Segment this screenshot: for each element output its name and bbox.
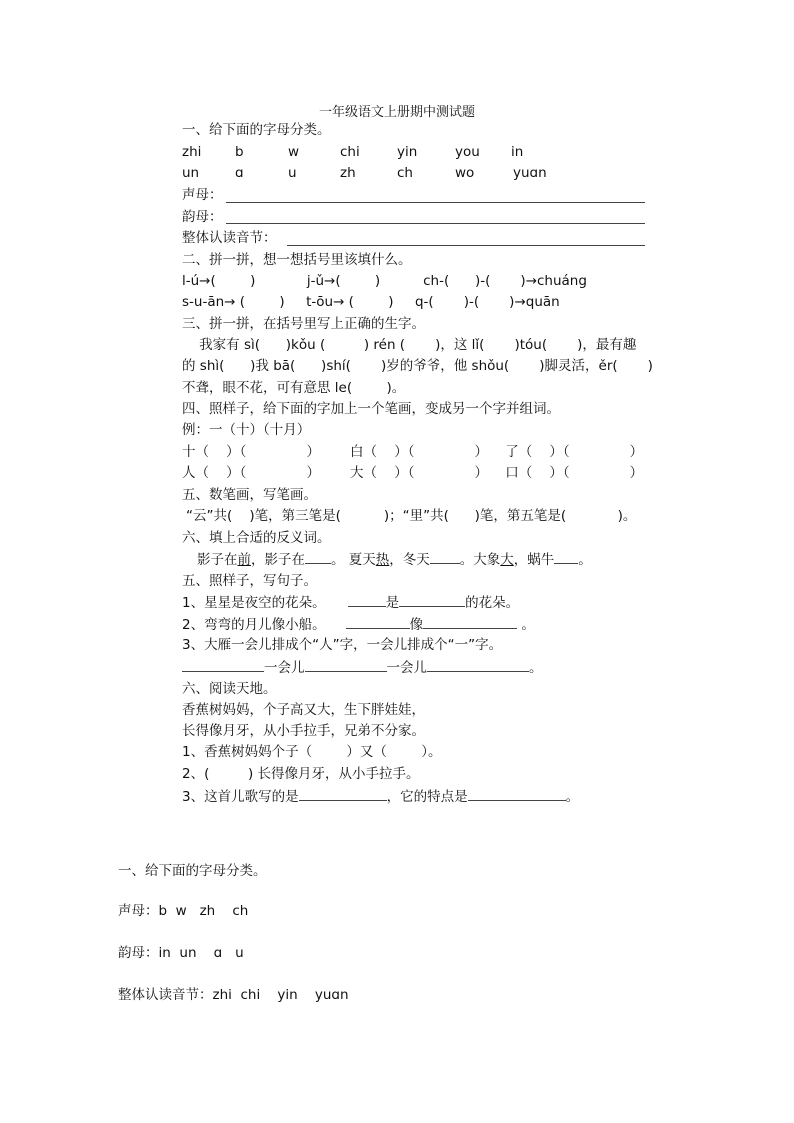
letter: u	[288, 165, 297, 181]
sentence-text: 的花朵。	[465, 595, 520, 611]
stroke-line-1: 十（ ）（ ） 白（ ）（ ） 了（ ）（ ）	[182, 444, 644, 460]
sentence-line-1	[182, 592, 519, 613]
section-4-heading: 四、照样子，给下面的字加上一个笔画，变成另一个字并组词。	[182, 401, 560, 417]
zhengti-label: 整体认读音节：	[182, 230, 277, 246]
letter: zh	[340, 165, 356, 181]
letters-row-2	[182, 163, 563, 183]
letter: chi	[340, 144, 360, 160]
letter: you	[455, 144, 480, 160]
letter: w	[288, 144, 300, 160]
sentence-line-2	[182, 614, 535, 635]
sentence-blank[interactable]	[427, 657, 529, 672]
sentence-blank[interactable]	[305, 657, 387, 672]
stroke-count-line: “云”共( )笔，第三笔是( )；“里”共( )笔，第五笔是( )。	[186, 508, 637, 524]
answer-zhengti: 整体认读音节：zhi chi yin yuɑn	[118, 987, 349, 1003]
sentence-text: 。	[529, 660, 543, 676]
antonym-text: 。大象	[459, 552, 501, 568]
letter: un	[182, 165, 200, 181]
shengmu-answer-line[interactable]	[226, 202, 645, 203]
antonym-text: ，影子在	[251, 552, 305, 568]
section-5-heading: 五、数笔画，写笔画。	[182, 487, 317, 503]
question-text: 3、这首儿歌写的是	[182, 789, 299, 805]
section-6-heading: 六、填上合适的反义词。	[182, 530, 331, 546]
question-blank[interactable]	[468, 786, 566, 801]
letter: wo	[455, 165, 475, 181]
question-blank[interactable]	[299, 786, 387, 801]
question-1: 1、香蕉树妈妈个子（ ）又（ ）。	[182, 744, 442, 760]
pinyin-text-line-3: 不聋，眼不花，可有意思 le( )。	[182, 380, 406, 396]
sentence-blank[interactable]	[423, 614, 517, 629]
section-3-heading: 三、拼一拼，在括号里写上正确的生字。	[182, 316, 425, 332]
letter: in	[511, 144, 524, 160]
answer-shengmu: 声母：b w zh ch	[118, 903, 249, 919]
sentence-text: 像	[409, 617, 424, 633]
letter: ch	[397, 165, 413, 181]
sentence-blank[interactable]	[399, 592, 465, 607]
letter: b	[235, 144, 244, 160]
stroke-line-2: 人（ ）（ ） 大（ ）（ ） 口（ ）（ ）	[182, 465, 644, 481]
sentence-text: 1、星星是夜空的花朵。	[182, 595, 326, 611]
antonym-text: 影子在	[197, 552, 238, 568]
antonym-text: ，冬天	[389, 552, 430, 568]
pinyin-text-line-2: 的 shì( )我 bā( )shí( )岁的爷爷，他 shǒu( )脚灵活，ěr( )	[182, 358, 653, 374]
antonym-line	[197, 549, 592, 570]
sentence-blank[interactable]	[182, 657, 264, 672]
antonym-text: 。	[578, 552, 592, 568]
question-3	[182, 786, 579, 807]
question-text: ，它的特点是	[386, 789, 468, 805]
pinyin-text-line-1: 我家有 sì( )kǒu ( ) rén ( )，这 lǐ( )tóu( )，最有趣	[182, 337, 637, 353]
question-text: 。	[565, 789, 580, 805]
sentence-text: 一会儿	[386, 660, 427, 676]
section-8-heading: 六、阅读天地。	[182, 681, 277, 697]
antonym-word: 前	[237, 552, 251, 568]
letter: yin	[397, 144, 418, 160]
shengmu-label: 声母：	[182, 187, 223, 203]
sentence-blank[interactable]	[346, 614, 410, 629]
section-2-heading: 二、拼一拼，想一想括号里该填什么。	[182, 252, 412, 268]
section-1-heading: 一、给下面的字母分类。	[182, 122, 331, 138]
poem-line-2: 长得像月牙，从小手拉手，兄弟不分家。	[182, 723, 425, 739]
pinyin-line-1: l-ú→( ) j-ǔ→( ) ch-( )-( )→chuáng	[182, 273, 587, 289]
question-2: 2、( ) 长得像月牙，从小手拉手。	[182, 766, 420, 782]
antonym-word: 大	[500, 552, 514, 568]
antonym-text: 。 夏天	[331, 552, 376, 568]
yunmu-label: 韵母：	[182, 209, 223, 225]
page-title: 一年级语文上册期中测试题	[318, 105, 475, 120]
stroke-example: 例：一（十）（十月）	[182, 422, 311, 438]
section-7-heading: 五、照样子，写句子。	[182, 573, 317, 589]
sentence-blank[interactable]	[348, 592, 386, 607]
antonym-blank[interactable]	[430, 549, 460, 564]
antonym-text: ，蜗牛	[513, 552, 555, 568]
sentence-text: 2、弯弯的月儿像小船。	[182, 617, 326, 633]
antonym-blank[interactable]	[554, 549, 578, 564]
letter: yuɑn	[513, 165, 547, 181]
zhengti-answer-line[interactable]	[287, 245, 645, 246]
sentence-text: 是	[385, 595, 400, 611]
antonym-blank[interactable]	[305, 549, 331, 564]
antonym-word: 热	[375, 552, 390, 568]
poem-line-1: 香蕉树妈妈，个子高又大，生下胖娃娃，	[182, 702, 425, 718]
yunmu-answer-line[interactable]	[226, 223, 645, 224]
letters-row-1	[182, 142, 551, 162]
letter: ɑ	[235, 165, 244, 181]
answer-heading: 一、给下面的字母分类。	[118, 863, 267, 879]
letter: zhi	[182, 144, 202, 160]
sentence-line-3: 3、大雁一会儿排成个“人”字，一会儿排成个“一”字。	[182, 637, 503, 653]
pinyin-line-2: s-u-ān→ ( ) t-ōu→ ( ) q-( )-( )→quān	[182, 294, 560, 310]
sentence-text: 一会儿	[264, 660, 305, 676]
sentence-text: 。	[517, 617, 535, 633]
answer-yunmu: 韵母：in un ɑ u	[118, 945, 244, 961]
sentence-line-4	[182, 657, 543, 678]
